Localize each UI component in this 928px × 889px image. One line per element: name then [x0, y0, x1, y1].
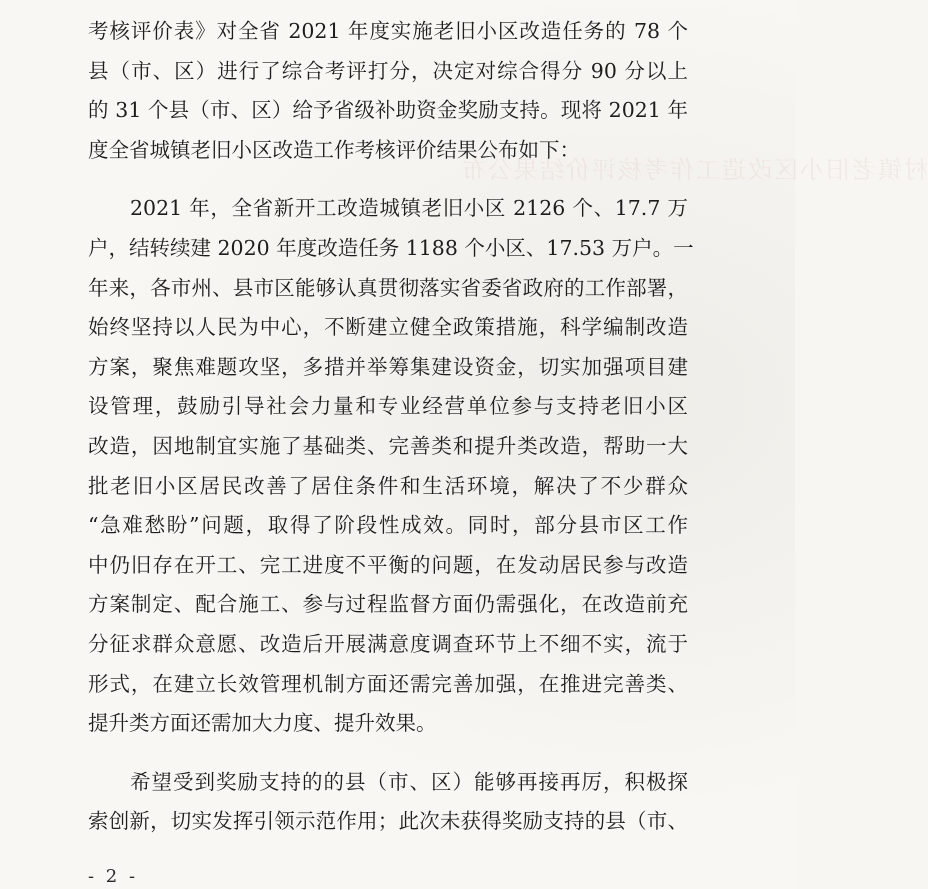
text-line: 中仍旧存在开工、完工进度不平衡的问题，在发动居民参与改造	[88, 552, 688, 577]
text-line: 2021 年，全省新开工改造城镇老旧小区 2126 个、17.7 万	[130, 196, 688, 221]
text-line: 年来，各市州、县市区能够认真贯彻落实省委省政府的工作部署，	[88, 275, 688, 300]
text-line: 分征求群众意愿、改造后开展满意度调查环节上不细不实，流于	[88, 631, 688, 656]
paragraph-1	[88, 12, 688, 170]
paragraph-2	[88, 189, 694, 743]
text-line: 批老旧小区居民改善了居住条件和生活环境，解决了不少群众	[88, 473, 688, 498]
text-line: 度全省城镇老旧小区改造工作考核评价结果公布如下：	[88, 137, 580, 162]
text-line: 的 31 个县（市、区）给予省级补助资金奖励支持。现将 2021 年	[88, 98, 688, 123]
text-line: 方案制定、配合施工、参与过程监督方面仍需强化，在改造前充	[88, 592, 688, 617]
text-line: 改造，因地制宜实施了基础类、完善类和提升类改造，帮助一大	[88, 433, 688, 458]
text-line: 县（市、区）进行了综合考评打分，决定对综合得分 90 分以上	[88, 58, 688, 83]
text-line: 索创新，切实发挥引领示范作用；此次未获得奖励支持的县（市、	[88, 809, 688, 834]
text-line: 设管理，鼓励引导社会力量和专业经营单位参与支持老旧小区	[88, 394, 688, 419]
text-line: 户，结转续建 2020 年度改造任务 1188 个小区、17.53 万户。一	[88, 235, 694, 260]
text-line: 方案，聚焦难题攻坚，多措并举筹集建设资金，切实加强项目建	[88, 354, 688, 379]
paragraph-3	[88, 763, 688, 842]
text-line: 考核评价表》对全省 2021 年度实施老旧小区改造任务的 78 个	[88, 19, 688, 43]
text-line: 始终坚持以人民为中心，不断建立健全政策措施，科学编制改造	[88, 315, 688, 340]
text-line: “急难愁盼”问题，取得了阶段性成效。同时，部分县市区工作	[88, 513, 688, 538]
text-line: 希望受到奖励支持的的县（市、区）能够再接再厉，积极探	[130, 769, 688, 794]
bleed-through-text: 村镇老旧小区改造工作考核评价结果公布	[460, 156, 928, 184]
page-number: - 2 -	[88, 866, 139, 887]
text-line: 提升类方面还需加大力度、提升效果。	[88, 711, 437, 736]
text-line: 形式，在建立长效管理机制方面还需完善加强，在推进完善类、	[88, 671, 688, 696]
